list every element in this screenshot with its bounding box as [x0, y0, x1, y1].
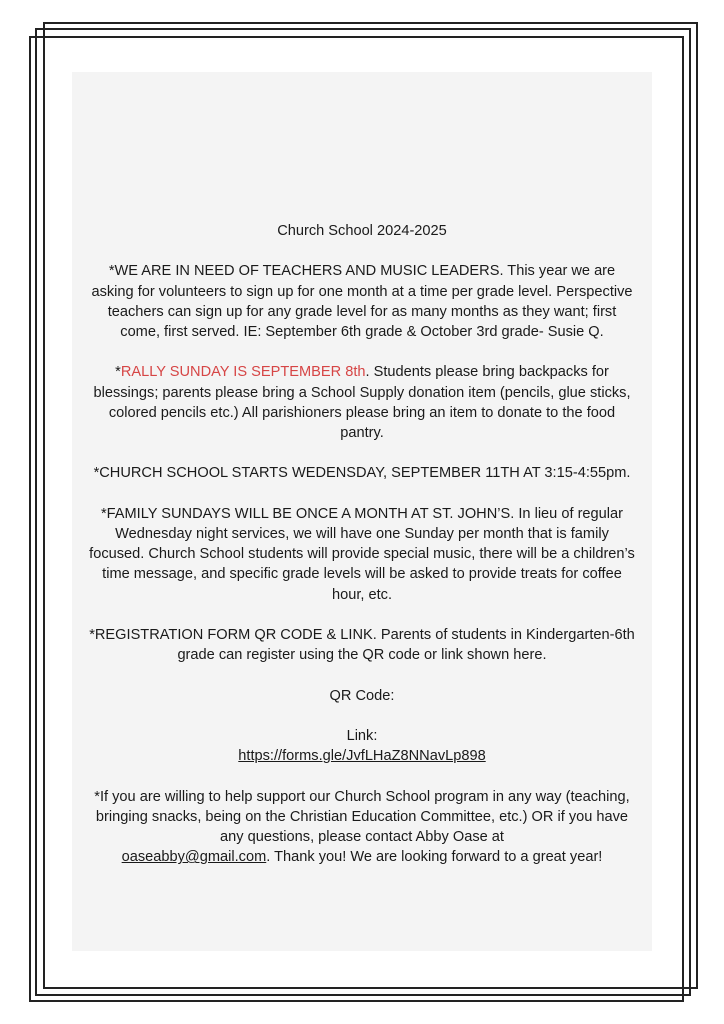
closing-text: *If you are willing to help support our Church School program in any way (teaching, bringing snacks, being on the Christian Education Committee, etc.) OR if you have any questions, please contact Abby Oase at: [94, 788, 630, 845]
registration-paragraph: *REGISTRATION FORM QR CODE & LINK. Parents of students in Kindergarten-6th grade can register using the QR code or link shown here.: [89, 626, 635, 664]
qr-label: QR Code:: [329, 687, 395, 704]
rally-highlight: RALLY SUNDAY IS SEPTEMBER 8th: [120, 364, 366, 381]
closing-after: . Thank you! We are looking forward to a great year!: [266, 849, 603, 866]
registration-link[interactable]: https://forms.gle/JvfLHaZ8NNavLp898: [238, 748, 486, 765]
rally-paragraph: [88, 362, 636, 443]
start-paragraph: *CHURCH SCHOOL STARTS WEDENSDAY, SEPTEMBER 11TH AT 3:15-4:55pm.: [93, 465, 631, 482]
teachers-paragraph: *WE ARE IN NEED OF TEACHERS AND MUSIC LEADERS. This year we are asking for volunteers to sign up for one month at a time per grade level. Perspective teachers can sign up for any grade level for as many months as they want; first come, first served. IE: September 6th grade & October 3rd grade- Susie Q.: [91, 263, 633, 340]
closing-paragraph: [88, 787, 636, 868]
flyer-title: Church School 2024-2025: [277, 223, 447, 239]
flyer-content: [88, 221, 636, 888]
family-paragraph: *FAMILY SUNDAYS WILL BE ONCE A MONTH AT ST. JOHN’S. In lieu of regular Wednesday night services, we will have one Sunday per month that is family focused. Church School students will provide special music, there will be a children’s time message, and specific grade levels will be asked to provide treats for coffee hour, etc.: [89, 505, 635, 603]
link-label: Link:: [346, 727, 378, 744]
link-block: [88, 726, 636, 766]
rally-prefix: *: [115, 364, 121, 381]
rally-text: . Students please bring backpacks for blessings; parents please bring a School Supply donation item (pencils, glue sticks, colored pencils etc.) All parishioners please bring an item to donate to the food pantry.: [93, 364, 631, 441]
email-link[interactable]: oaseabby@gmail.com: [121, 849, 267, 866]
